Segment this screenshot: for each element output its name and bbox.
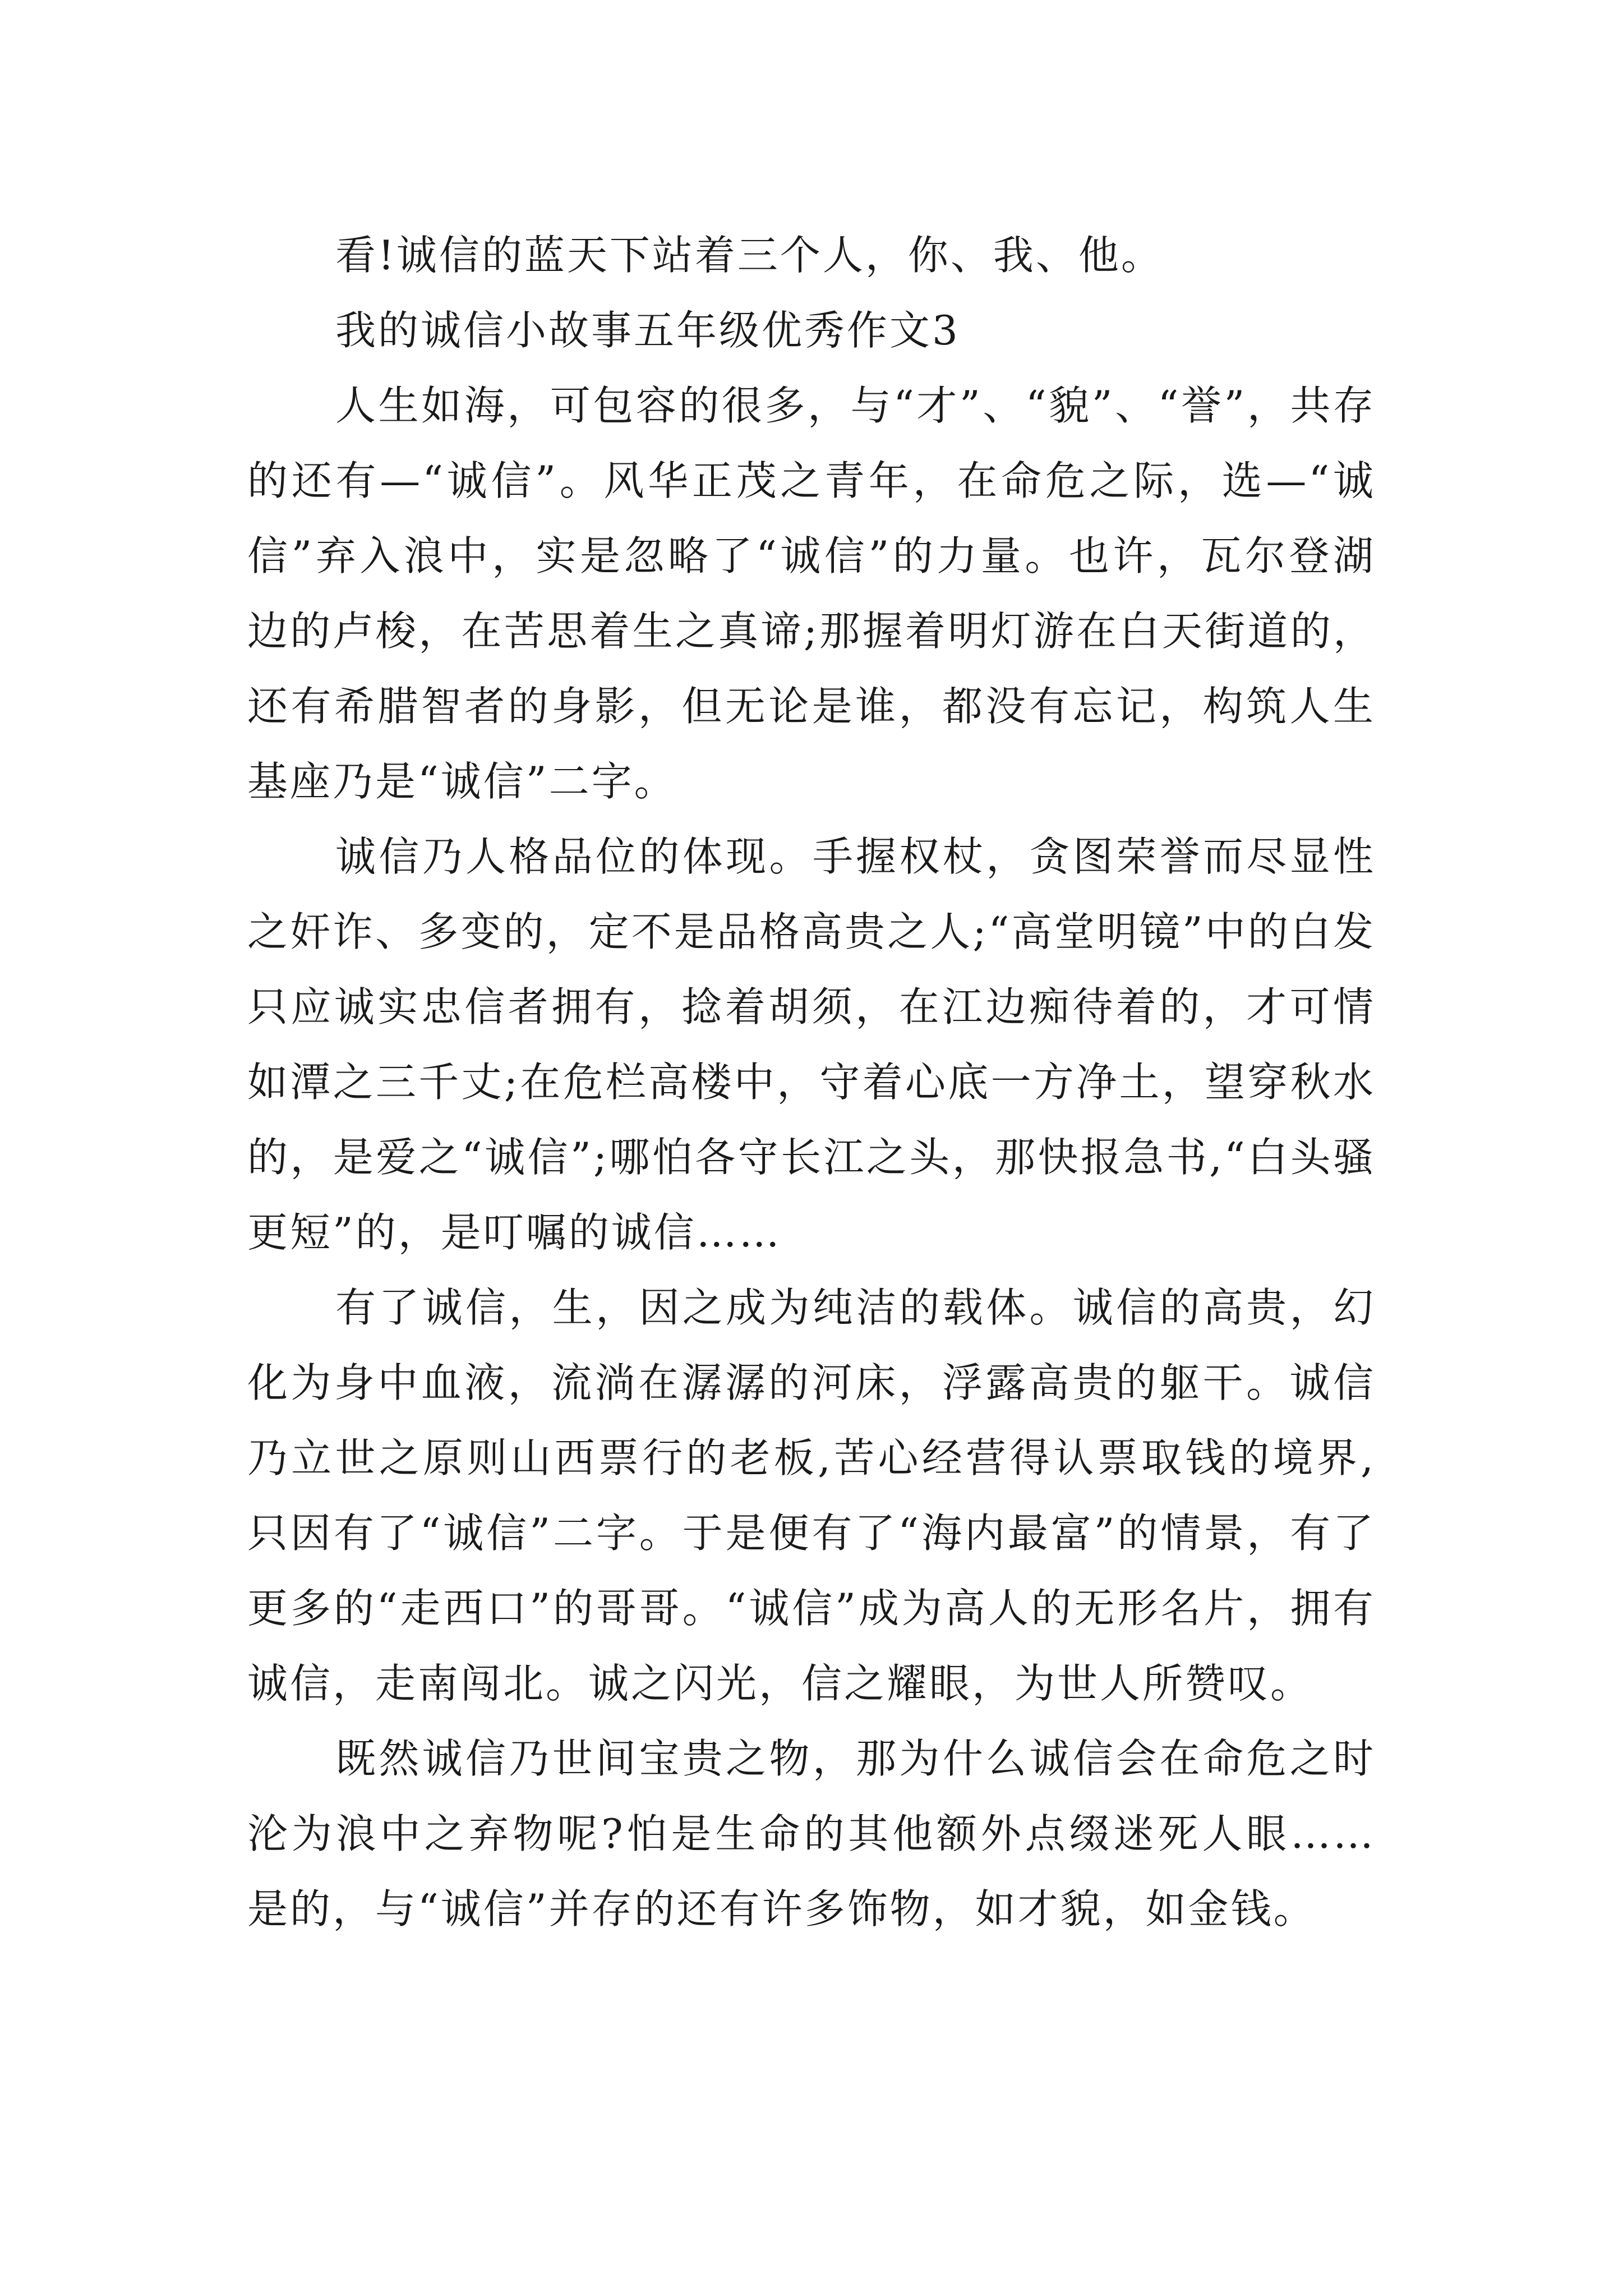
paragraph-question: 既然诚信乃世间宝贵之物，那为什么诚信会在命危之时沦为浪中之弃物呢?怕是生命的其他额外点缀迷死人眼……是的，与“诚信”并存的还有许多饰物，如才貌，如金钱。 — [247, 1735, 1376, 1932]
paragraph-life: 有了诚信，生，因之成为纯洁的载体。诚信的高贵，幻化为身中血液，流淌在潺潺的河床，浮露高贵的躯干。诚信乃立世之原则山西票行的老板,苦心经营得认票取钱的境界,只因有了“诚信”二字。于是便有了“海内最富”的情景，有了更多的“走西口”的哥哥。“诚信”成为高人的无形名片，拥有诚信，走南闯北。诚之闪光，信之耀眼，为世人所赞叹。 — [247, 1284, 1376, 1707]
paragraph-intro: 人生如海，可包容的很多，与“才”、“貌”、“誉”，共存的还有—“诚信”。风华正茂之青年，在命危之际，选—“诚信”弃入浪中，实是忽略了“诚信”的力量。也许，瓦尔登湖边的卢梭，在苦思着生之真谛;那握着明灯游在白天街道的，还有希腊智者的身影，但无论是谁，都没有忘记，构筑人生基座乃是“诚信”二字。 — [247, 382, 1376, 805]
paragraph-character: 诚信乃人格品位的体现。手握权杖，贪图荣誉而尽显性之奸诈、多变的，定不是品格高贵之人;“高堂明镜”中的白发只应诚实忠信者拥有，捻着胡须，在江边痴待着的，才可情如潭之三千丈;在危栏高楼中，守着心底一方净土，望穿秋水的，是爱之“诚信”;哪怕各守长江之头，那快报急书,“白头骚更短”的，是叮嘱的诚信…… — [247, 833, 1376, 1256]
document-body — [247, 218, 1376, 1947]
essay-title: 我的诚信小故事五年级优秀作文3 — [335, 307, 960, 354]
paragraph-closing-line: 看!诚信的蓝天下站着三个人，你、我、他。 — [335, 232, 1164, 279]
